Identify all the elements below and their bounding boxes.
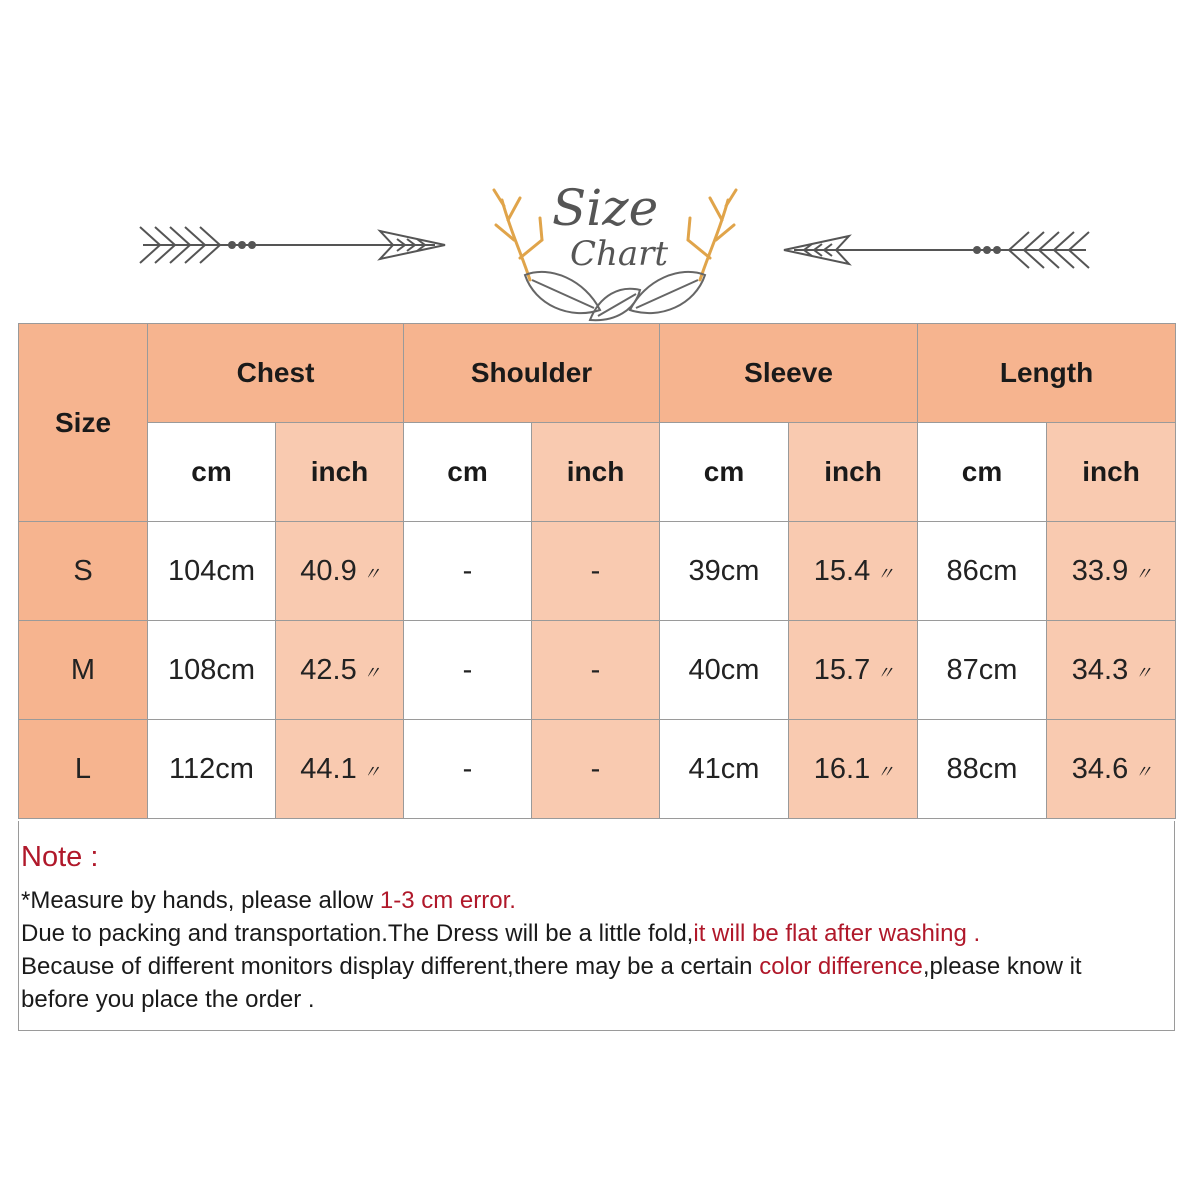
length-cm-cell: 86cm bbox=[918, 522, 1047, 621]
size-chart-header bbox=[0, 160, 1200, 330]
arrow-left-icon bbox=[135, 215, 447, 275]
group-header-row bbox=[19, 324, 1176, 423]
table-row bbox=[19, 720, 1176, 819]
table-row bbox=[19, 621, 1176, 720]
length-header: Length bbox=[918, 324, 1176, 423]
size-header: Size bbox=[19, 324, 148, 522]
sleeve-cm-cell: 41cm bbox=[660, 720, 789, 819]
length-inch-cell: 34.3 〃 bbox=[1047, 621, 1176, 720]
arrow-right-icon bbox=[782, 220, 1094, 280]
inch-mark: 〃 bbox=[876, 761, 893, 782]
unit-cm-header: cm bbox=[404, 423, 532, 522]
length-cm-cell: 87cm bbox=[918, 621, 1047, 720]
shoulder-inch-cell: - bbox=[532, 522, 660, 621]
note-line-3: Because of different monitors display different,there may be a certain color difference,please know it bbox=[21, 953, 1082, 980]
length-cm-cell: 88cm bbox=[918, 720, 1047, 819]
unit-inch-header: inch bbox=[789, 423, 918, 522]
size-cell: S bbox=[19, 522, 148, 621]
size-chart-logo bbox=[490, 170, 740, 330]
length-inch-cell: 34.6 〃 bbox=[1047, 720, 1176, 819]
sleeve-inch-cell: 15.7 〃 bbox=[789, 621, 918, 720]
unit-inch-header: inch bbox=[532, 423, 660, 522]
inch-mark: 〃 bbox=[876, 563, 893, 584]
inch-mark: 〃 bbox=[362, 662, 379, 683]
shoulder-cm-cell: - bbox=[404, 621, 532, 720]
sleeve-header: Sleeve bbox=[660, 324, 918, 423]
note-box bbox=[18, 821, 1175, 1031]
sleeve-cm-cell: 40cm bbox=[660, 621, 789, 720]
size-table bbox=[18, 323, 1176, 819]
size-cell: M bbox=[19, 621, 148, 720]
shoulder-header: Shoulder bbox=[404, 324, 660, 423]
inch-mark: 〃 bbox=[876, 662, 893, 683]
inch-mark: 〃 bbox=[1134, 662, 1151, 683]
chest-cm-cell: 112cm bbox=[148, 720, 276, 819]
inch-mark: 〃 bbox=[362, 563, 379, 584]
note-line-2: Due to packing and transportation.The Dress will be a little fold,it will be flat after washing . bbox=[21, 920, 981, 947]
shoulder-inch-cell: - bbox=[532, 720, 660, 819]
chest-cm-cell: 108cm bbox=[148, 621, 276, 720]
shoulder-cm-cell: - bbox=[404, 720, 532, 819]
inch-mark: 〃 bbox=[1134, 563, 1151, 584]
unit-inch-header: inch bbox=[276, 423, 404, 522]
feathers-icon bbox=[525, 272, 705, 320]
chest-header: Chest bbox=[148, 324, 404, 423]
note-title: Note : bbox=[21, 841, 99, 873]
logo-title-size: Size bbox=[552, 179, 659, 237]
chest-cm-cell: 104cm bbox=[148, 522, 276, 621]
sleeve-cm-cell: 39cm bbox=[660, 522, 789, 621]
unit-inch-header: inch bbox=[1047, 423, 1176, 522]
chest-inch-cell: 40.9 〃 bbox=[276, 522, 404, 621]
size-cell: L bbox=[19, 720, 148, 819]
unit-header-row bbox=[19, 423, 1176, 522]
inch-mark: 〃 bbox=[362, 761, 379, 782]
unit-cm-header: cm bbox=[660, 423, 789, 522]
shoulder-cm-cell: - bbox=[404, 522, 532, 621]
unit-cm-header: cm bbox=[148, 423, 276, 522]
note-text bbox=[21, 884, 1171, 1016]
sleeve-inch-cell: 15.4 〃 bbox=[789, 522, 918, 621]
table-row bbox=[19, 522, 1176, 621]
note-line-4: before you place the order . bbox=[21, 986, 315, 1013]
logo-title-chart: Chart bbox=[570, 234, 669, 274]
length-inch-cell: 33.9 〃 bbox=[1047, 522, 1176, 621]
shoulder-inch-cell: - bbox=[532, 621, 660, 720]
note-line-1: *Measure by hands, please allow 1-3 cm error. bbox=[21, 887, 516, 914]
chest-inch-cell: 44.1 〃 bbox=[276, 720, 404, 819]
chest-inch-cell: 42.5 〃 bbox=[276, 621, 404, 720]
unit-cm-header: cm bbox=[918, 423, 1047, 522]
sleeve-inch-cell: 16.1 〃 bbox=[789, 720, 918, 819]
inch-mark: 〃 bbox=[1134, 761, 1151, 782]
